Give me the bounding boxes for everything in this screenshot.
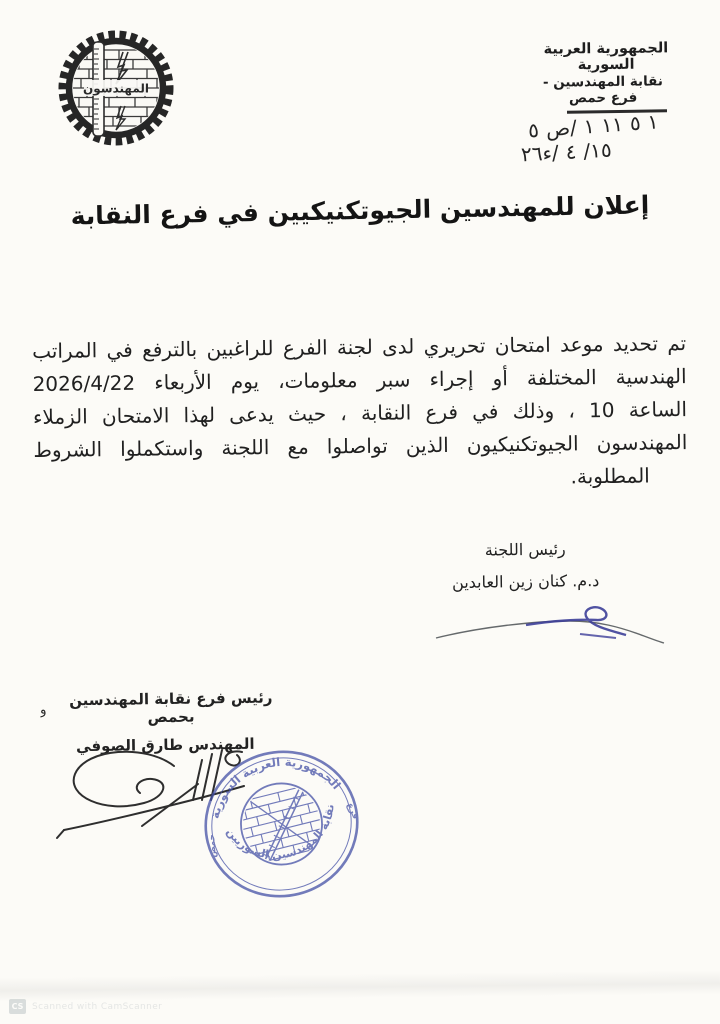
branch-head-name: المهندس طارق الصوفي xyxy=(75,734,255,756)
ref-part: ١ xyxy=(646,109,660,135)
ref-part: ٥ xyxy=(527,117,540,143)
emblem-label: المهندسون xyxy=(83,81,149,96)
date-part: ء٢٦/ xyxy=(520,140,560,167)
body-line: تم تحديد موعد امتحان تحريري لدى لجنة الفرع للراغبين بالترفع في المراتب xyxy=(32,331,687,363)
committee-name: د.م. كنان زين العابدين xyxy=(451,570,600,593)
committee-signature-block xyxy=(418,539,634,593)
ref-part: ٥ xyxy=(628,110,642,136)
camscanner-badge-icon: CS xyxy=(9,999,26,1014)
date-part: ٤ xyxy=(565,139,578,165)
handwritten-waw-mark: و xyxy=(38,701,48,718)
body-line: المطلوبة. xyxy=(570,463,650,489)
body-line: الهندسية المختلفة أو إجراء سبر معلومات، يوم الأربعاء 2026/4/22 xyxy=(32,364,687,396)
ref-part: ١ xyxy=(582,113,596,139)
announcement-body xyxy=(32,327,688,500)
committee-role: رئيس اللجنة xyxy=(484,539,566,560)
camscanner-watermark-text: Scanned with CamScanner xyxy=(32,1001,163,1012)
header-org-branch: نقابة المهندسين - فرع حمص xyxy=(542,73,664,107)
page-title: إعلان للمهندسين الجيوتكنيكيين في فرع النقابة xyxy=(70,190,650,231)
engineers-syndicate-emblem xyxy=(57,26,175,150)
ref-part: ص/ xyxy=(545,115,578,142)
body-line: المهندسون الجيوتكنيكيون الذين تواصلوا مع اللجنة واستكملوا الشروط xyxy=(33,430,688,462)
official-blue-stamp xyxy=(200,748,363,900)
ref-part: ١١ xyxy=(600,111,624,138)
stamp-arc-top-text: الجمهورية العربية السورية xyxy=(207,754,344,820)
svg-text:نقابة المهندسين السوريين xyxy=(223,801,347,874)
date-part: /١٥ xyxy=(582,137,613,164)
committee-signature-ink xyxy=(430,600,670,652)
scanner-watermark xyxy=(9,999,162,1014)
stamp-arc-bottom-text: نقابة المهندسين السوريين xyxy=(223,804,337,862)
stamp-side-left-text: حمص xyxy=(207,833,219,859)
scan-fold-shadow xyxy=(0,970,720,1002)
branch-role-line xyxy=(40,688,290,727)
header-country: الجمهورية العربية السورية xyxy=(543,40,669,74)
branch-role: رئيس فرع نقابة المهندسين بحمص xyxy=(69,688,273,727)
stamp-side-right-text: فرع xyxy=(344,801,361,821)
handwritten-date xyxy=(520,138,612,167)
body-line: الساعة 10 ، وذلك في فرع النقابة ، حيث يدعى لهذا الامتحان الزملاء xyxy=(32,397,688,429)
